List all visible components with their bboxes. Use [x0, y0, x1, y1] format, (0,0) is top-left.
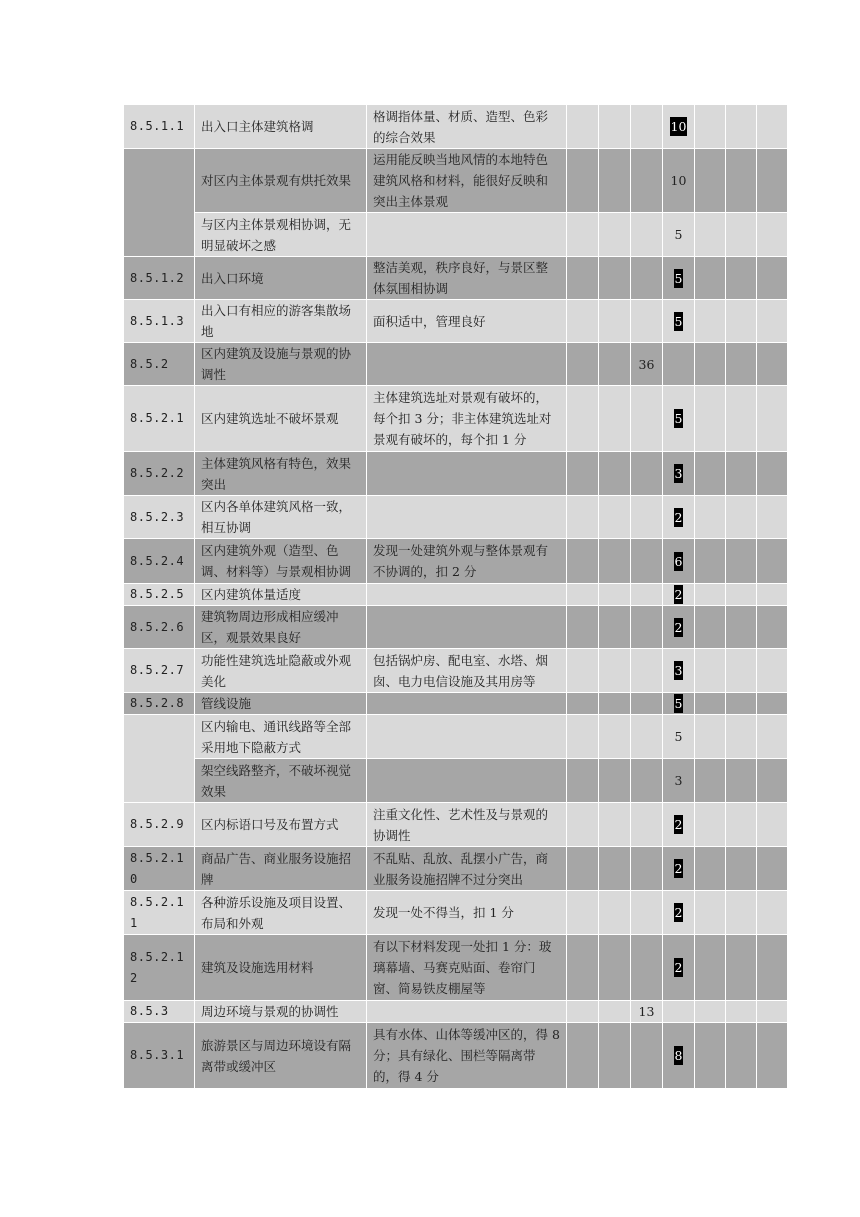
item-name: 管线设施 [195, 693, 367, 715]
item-code: 8.5.2.10 [124, 847, 195, 891]
item-score: 10 [670, 119, 687, 134]
item-description: 具有水体、山体等缓冲区的，得 8 分；具有绿化、围栏等隔离带的，得 4 分 [367, 1023, 567, 1089]
item-name: 区内标语口号及布置方式 [195, 803, 367, 847]
item-description [367, 606, 567, 649]
item-score: 5 [674, 313, 683, 329]
item-score: 3 [674, 663, 683, 678]
item-name: 出入口环境 [195, 257, 367, 300]
item-description [367, 213, 567, 257]
item-name: 对区内主体景观有烘托效果 [195, 149, 367, 213]
scoring-table [123, 104, 788, 1089]
item-name: 周边环境与景观的协调性 [195, 1001, 367, 1023]
item-name: 区内各单体建筑风格一致，相互协调 [195, 496, 367, 539]
item-description: 发现一处不得当，扣 1 分 [367, 891, 567, 935]
item-description: 注重文化性、艺术性及与景观的协调性 [367, 803, 567, 847]
item-code: 8.5.3.1 [124, 1023, 195, 1089]
table-row [124, 496, 788, 539]
table-row [124, 715, 788, 759]
item-name: 区内输电、通讯线路等全部采用地下隐蔽方式 [195, 715, 367, 759]
item-name: 出入口有相应的游客集散场地 [195, 300, 367, 343]
item-description: 有以下材料发现一处扣 1 分：玻璃幕墙、马赛克贴面、卷帘门窗、简易铁皮棚屋等 [367, 935, 567, 1001]
item-code: 8.5.2.12 [124, 935, 195, 1001]
item-description [367, 715, 567, 759]
table-row [124, 847, 788, 891]
table-row [124, 1023, 788, 1089]
item-name: 区内建筑及设施与景观的协调性 [195, 343, 367, 386]
item-code: 8.5.1.3 [124, 300, 195, 343]
item-score: 3 [674, 466, 683, 481]
item-name: 架空线路整齐，不破坏视觉效果 [195, 759, 367, 803]
item-name: 出入口主体建筑格调 [195, 105, 367, 149]
item-code: 8.5.2.4 [124, 539, 195, 584]
item-total: 36 [631, 343, 663, 386]
table-row [124, 693, 788, 715]
table-row [124, 606, 788, 649]
item-score: 5 [663, 213, 695, 257]
item-score: 5 [674, 411, 683, 426]
item-code [124, 149, 195, 257]
item-description: 整洁美观，秩序良好，与景区整体氛围相协调 [367, 257, 567, 300]
table-row [124, 649, 788, 693]
table-row [124, 213, 788, 257]
table-row [124, 149, 788, 213]
table-row [124, 300, 788, 343]
item-score: 2 [674, 960, 683, 975]
table-row [124, 452, 788, 496]
item-score: 5 [663, 715, 695, 759]
item-name: 主体建筑风格有特色，效果突出 [195, 452, 367, 496]
item-score: 3 [663, 759, 695, 803]
table-row [124, 1001, 788, 1023]
table-row [124, 891, 788, 935]
item-name: 区内建筑外观（造型、色调、材料等）与景观相协调 [195, 539, 367, 584]
item-description: 面积适中，管理良好 [367, 300, 567, 343]
item-name: 建筑及设施选用材料 [195, 935, 367, 1001]
item-name: 旅游景区与周边环境设有隔离带或缓冲区 [195, 1023, 367, 1089]
item-code: 8.5.2.11 [124, 891, 195, 935]
table-row [124, 343, 788, 386]
item-code: 8.5.2.7 [124, 649, 195, 693]
item-code: 8.5.2.8 [124, 693, 195, 715]
item-description [367, 496, 567, 539]
item-score: 10 [663, 149, 695, 213]
item-score: 2 [674, 905, 683, 920]
item-description: 主体建筑选址对景观有破坏的，每个扣 3 分；非主体建筑选址对景观有破坏的，每个扣 1 分 [367, 386, 567, 452]
item-description [367, 1001, 567, 1023]
item-description: 运用能反映当地风情的本地特色建筑风格和材料，能很好反映和突出主体景观 [367, 149, 567, 213]
table-row [124, 539, 788, 584]
item-score [663, 1001, 695, 1023]
item-description [367, 343, 567, 386]
item-code: 8.5.2.9 [124, 803, 195, 847]
item-name: 建筑物周边形成相应缓冲区，观景效果良好 [195, 606, 367, 649]
item-description [367, 452, 567, 496]
table-row [124, 759, 788, 803]
item-code: 8.5.3 [124, 1001, 195, 1023]
table-row [124, 584, 788, 606]
item-description: 格调指体量、材质、造型、色彩的综合效果 [367, 105, 567, 149]
table-row [124, 935, 788, 1001]
item-description [367, 584, 567, 606]
item-name: 各种游乐设施及项目设置、布局和外观 [195, 891, 367, 935]
item-code [124, 715, 195, 803]
item-description [367, 759, 567, 803]
item-name: 区内建筑选址不破坏景观 [195, 386, 367, 452]
item-code: 8.5.1.2 [124, 257, 195, 300]
table-row [124, 803, 788, 847]
item-name: 商品广告、商业服务设施招牌 [195, 847, 367, 891]
item-description: 发现一处建筑外观与整体景观有不协调的，扣 2 分 [367, 539, 567, 584]
item-score: 2 [674, 619, 683, 635]
item-score: 2 [674, 587, 683, 602]
table-row [124, 386, 788, 452]
table-row [124, 257, 788, 300]
item-name: 功能性建筑选址隐蔽或外观美化 [195, 649, 367, 693]
item-description: 不乱贴、乱放、乱摆小广告，商业服务设施招牌不过分突出 [367, 847, 567, 891]
item-name: 与区内主体景观相协调，无明显破坏之感 [195, 213, 367, 257]
item-score: 8 [674, 1048, 683, 1063]
item-score: 2 [674, 509, 683, 525]
item-code: 8.5.1.1 [124, 105, 195, 149]
item-score: 6 [674, 553, 683, 569]
item-code: 8.5.2.5 [124, 584, 195, 606]
item-description [367, 693, 567, 715]
item-score: 5 [674, 696, 683, 711]
item-score: 5 [674, 270, 683, 286]
item-code: 8.5.2.3 [124, 496, 195, 539]
table-row [124, 105, 788, 149]
item-score: 2 [674, 861, 683, 876]
item-score: 2 [674, 817, 683, 832]
item-code: 8.5.2 [124, 343, 195, 386]
item-code: 8.5.2.1 [124, 386, 195, 452]
item-score [663, 343, 695, 386]
item-name: 区内建筑体量适度 [195, 584, 367, 606]
item-total: 13 [631, 1001, 663, 1023]
item-code: 8.5.2.2 [124, 452, 195, 496]
item-description: 包括锅炉房、配电室、水塔、烟囱、电力电信设施及其用房等 [367, 649, 567, 693]
item-code: 8.5.2.6 [124, 606, 195, 649]
